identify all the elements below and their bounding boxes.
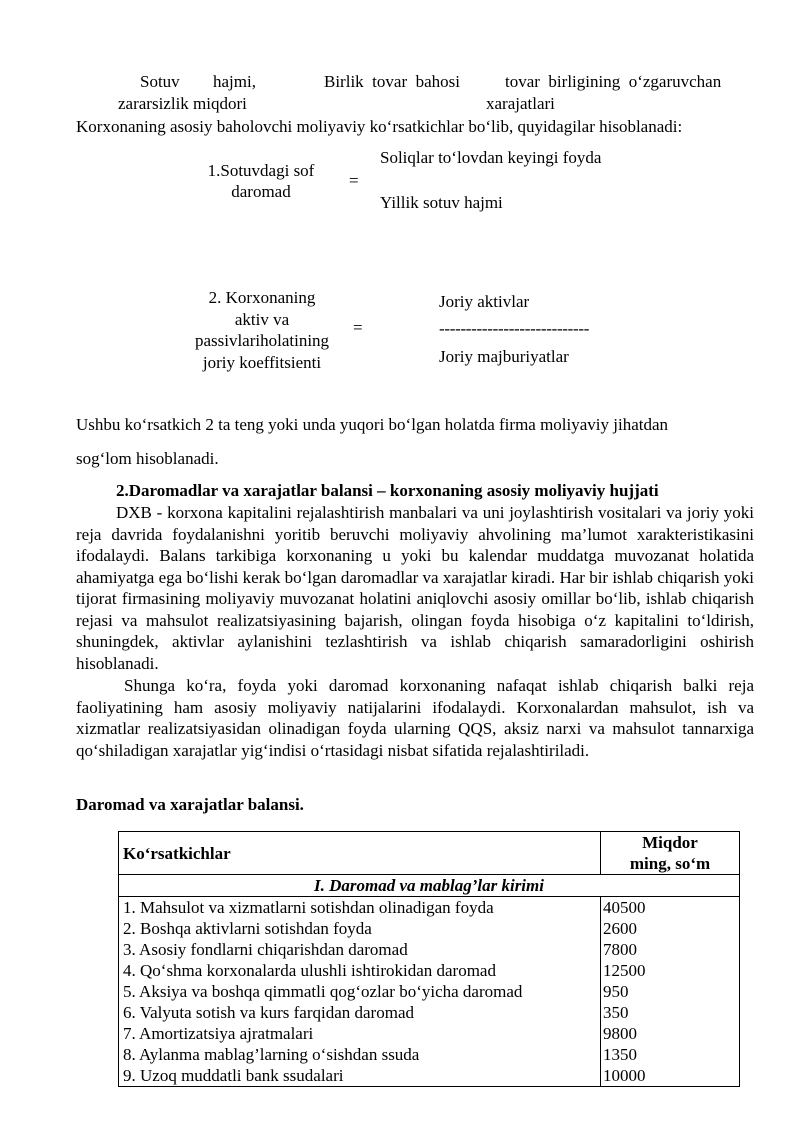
table-title: Daromad va xarajatlar balansi. xyxy=(76,795,304,814)
formula1-denominator: Yillik sotuv hajmi xyxy=(380,193,503,212)
row-label: 9. Uzoq muddatli bank ssudalari xyxy=(123,1066,344,1085)
paragraph-1: DXB - korxona kapitalini rejalashtirish manbalari va uni joylashtirish vositalari va joriy yoki reja davrida foydalanishni yoritib beruvchi moliyaviy ahvolining ma’lumot xarakteristikasini ifodalaydi. Balans tarkibiga korxonaning u yoki bu kalendar muddatga muvozanat holatida ahamiyatga ega bo‘lishi kerak bo‘lgan daromadlar va xarajatlar kiradi. Har bir ishlab chiqarish yoki tijorat firmasining moliyaviy muvozanat holatini aniqlovchi asosiy omillar bo‘lib, ishlab chiqarish rejasi va mahsulot realizatsiyasining bajarish, olingan foyda hisobiga o‘z kapitalini to‘ldirish, shuningdek, aktivlar aylanishini tezlashtirish va ishlab chiqarish samaradorligini oshirish hisoblanadi. xyxy=(76,503,754,673)
formula1-label-line2: daromad xyxy=(231,182,291,201)
row-value: 40500 xyxy=(603,898,646,917)
term-sotuv: Sotuv xyxy=(140,72,180,91)
row-value: 10000 xyxy=(603,1066,646,1085)
balance-table-wrapper xyxy=(118,831,740,1087)
row-value: 350 xyxy=(603,1003,629,1022)
header-amount-line1: Miqdor xyxy=(642,833,698,852)
row-value: 9800 xyxy=(603,1024,637,1043)
term-birlik-tovar-bahosi: Birlik tovar bahosi xyxy=(324,72,460,91)
formula2-label-line3: passivlariholatining xyxy=(194,331,330,350)
row-label: 2. Boshqa aktivlarni sotishdan foyda xyxy=(123,919,372,938)
header-amount xyxy=(601,832,740,875)
intro-sentence: Korxonaning asosiy baholovchi moliyaviy ko‘rsatkichlar bo‘lib, quyidagilar hisoblanadi: xyxy=(76,117,683,136)
row-label: 7. Amortizatsiya ajratmalari xyxy=(123,1024,314,1043)
note-line1: Ushbu ko‘rsatkich 2 ta teng yoki unda yuqori bo‘lgan holatda firma moliyaviy jihatdan xyxy=(76,415,669,434)
row-value: 7800 xyxy=(603,940,637,959)
row-value: 950 xyxy=(603,982,629,1001)
header-indicators: Ko‘rsatkichlar xyxy=(119,832,601,875)
formula2-label-line4: joriy koeffitsienti xyxy=(202,352,322,372)
balance-table xyxy=(118,831,740,1087)
labels-cell xyxy=(119,897,601,1087)
formula1-equals: = xyxy=(349,171,359,190)
formula1-numerator: Soliqlar to‘lovdan keyingi foyda xyxy=(380,148,602,167)
row-label: 3. Asosiy fondlarni chiqarishdan daromad xyxy=(123,940,408,959)
formula2-denominator: Joriy majburiyatlar xyxy=(439,347,569,366)
row-value: 12500 xyxy=(603,961,646,980)
note-line2: sog‘lom hisoblanadi. xyxy=(76,449,219,468)
term-xarajatlari: xarajatlari xyxy=(486,94,555,113)
term-hajmi: hajmi, xyxy=(213,72,256,91)
section-heading: 2.Daromadlar va xarajatlar balansi – korxonaning asosiy moliyaviy hujjati xyxy=(116,481,659,500)
row-label: 5. Aksiya va boshqa qimmatli qog‘ozlar bo‘yicha daromad xyxy=(123,982,523,1001)
formula2-label-line2: aktiv va xyxy=(234,309,290,329)
formula2-divider: ---------------------------- xyxy=(439,319,590,338)
row-value: 2600 xyxy=(603,919,637,938)
row-label: 1. Mahsulot va xizmatlarni sotishdan olinadigan foyda xyxy=(123,898,494,917)
formula1-label xyxy=(186,160,336,202)
row-value: 1350 xyxy=(603,1045,637,1064)
row-label: 6. Valyuta sotish va kurs farqidan daromad xyxy=(123,1003,414,1022)
term-tovar-birligining: tovar birligining o‘zgaruvchan xyxy=(505,72,722,91)
header-amount-line2: ming, so‘m xyxy=(629,854,711,873)
paragraph-2: Shunga ko‘ra, foyda yoki daromad korxonaning nafaqat ishlab chiqarish balki reja faoliyatining ham asosiy moliyaviy natijalarini ifodalaydi. Korxonalardan mahsulot, ish va xizmatlar realizatsiyasidan olinadigan foyda ularning QQS, aksiz narxi va mahsulot tannarxiga qo‘shiladigan xarajatlar yig‘indisi o‘rtasidagi nisbat sifatida rejalashtiriladi. xyxy=(76,676,754,760)
formula2-equals: = xyxy=(353,318,363,337)
term-zararsizlik: zararsizlik miqdori xyxy=(118,94,247,113)
table-section-row xyxy=(119,875,740,897)
section-title: I. Daromad va mablag’lar kirimi xyxy=(119,875,740,897)
table-body-row xyxy=(119,897,740,1087)
formula1-label-line1: 1.Sotuvdagi sof xyxy=(207,161,315,180)
formula2-label xyxy=(178,287,346,373)
row-label: 4. Qo‘shma korxonalarda ulushli ishtirokidan daromad xyxy=(123,961,496,980)
row-label: 8. Aylanma mablag’larning o‘sishdan ssuda xyxy=(123,1045,420,1064)
values-cell xyxy=(601,897,740,1087)
formula2-numerator: Joriy aktivlar xyxy=(439,292,530,311)
formula2-label-line1: 2. Korxonaning xyxy=(208,288,316,307)
table-header-row xyxy=(119,832,740,875)
